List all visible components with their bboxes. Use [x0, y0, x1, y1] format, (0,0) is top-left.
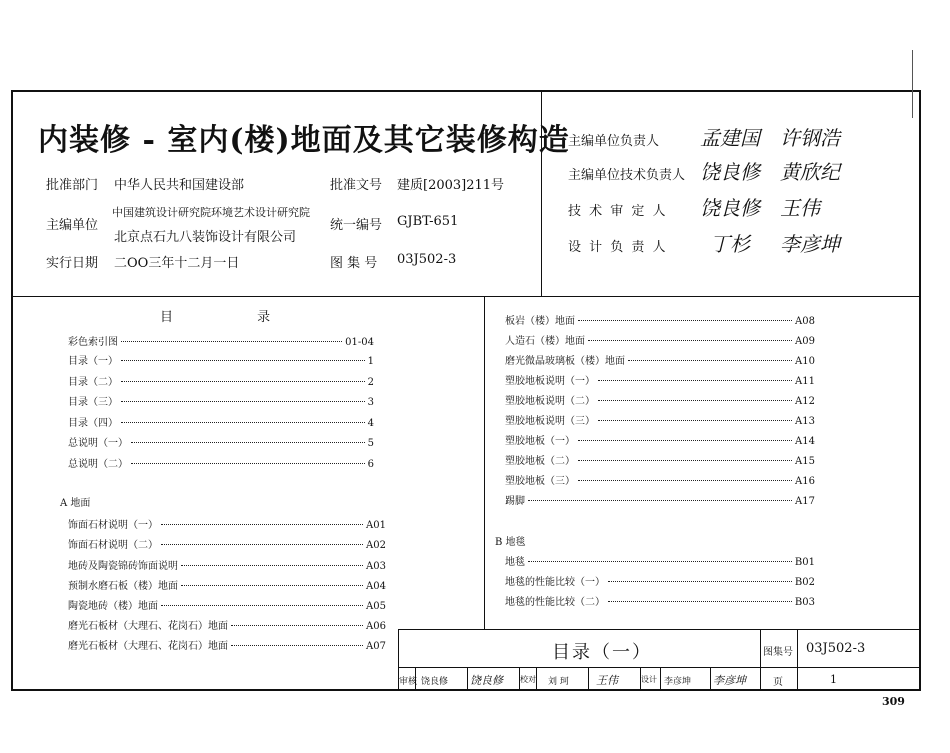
leader-dots — [578, 480, 792, 481]
leader-dots — [161, 544, 363, 545]
toc-item-label: 塑胶地板说明（一） — [505, 376, 595, 387]
toc-item — [68, 333, 374, 347]
responsible-role: 设 计 负 责 人 — [568, 240, 668, 255]
signature: 饶良修 — [700, 196, 760, 220]
toc-item — [505, 312, 815, 326]
title-block-divider — [760, 629, 761, 691]
toc-item — [505, 553, 815, 567]
toc-item-label: 塑胶地板说明（三） — [505, 416, 595, 427]
checker-name: 刘 珂 — [548, 677, 569, 687]
leader-dots — [131, 463, 365, 464]
effective-date: 二OO三年十二月一日 — [114, 256, 240, 271]
section-b-heading: B 地毯 — [495, 537, 526, 548]
atlas-no-label: 图 集 号 — [330, 256, 378, 271]
toc-item-page: B01 — [794, 557, 815, 568]
title-block-divider — [467, 667, 468, 691]
main-title: 内装修 - 室内(楼)地面及其它装修构造 — [38, 123, 570, 158]
toc-item — [505, 573, 815, 587]
toc-item-page: A03 — [366, 561, 386, 572]
toc-item — [505, 412, 815, 426]
toc-item — [68, 617, 386, 631]
toc-item — [505, 332, 815, 346]
toc-item-page: A17 — [795, 496, 815, 507]
toc-item-label: 地毯的性能比较（一） — [505, 577, 605, 588]
toc-item — [505, 352, 815, 366]
toc-item-label: 目录（二） — [68, 377, 118, 388]
leader-dots — [121, 401, 365, 402]
approval-doc-label: 批准文号 — [330, 178, 383, 193]
toc-item — [505, 472, 815, 486]
header-divider — [11, 296, 921, 297]
toc-item-page: A07 — [366, 641, 386, 652]
leader-dots — [121, 422, 365, 423]
toc-item — [68, 373, 374, 387]
toc-item-page: A10 — [795, 356, 815, 367]
designer-signature: 李彦坤 — [713, 674, 746, 687]
toc-item-label: 地砖及陶瓷锦砖饰面说明 — [68, 561, 178, 572]
toc-item-page: B02 — [794, 577, 815, 588]
toc-item-page: A13 — [795, 416, 815, 427]
leader-dots — [598, 420, 792, 421]
responsible-role: 技 术 审 定 人 — [568, 204, 668, 219]
leader-dots — [608, 581, 792, 582]
toc-item-label: 总说明（二） — [68, 459, 128, 470]
title-block-title: 目录（一） — [552, 642, 652, 663]
toc-item-page: 4 — [367, 418, 374, 429]
toc-item-label: 地毯 — [505, 557, 525, 568]
toc-item-page: 5 — [367, 438, 374, 449]
leader-dots — [231, 645, 363, 646]
leader-dots — [608, 601, 792, 602]
editor-unit-line2: 北京点石九八装饰设计有限公司 — [114, 230, 297, 245]
signature: 王伟 — [780, 196, 820, 220]
toc-item-page: A08 — [795, 316, 815, 327]
toc-item-page: 01-04 — [345, 337, 374, 348]
leader-dots — [161, 605, 363, 606]
check-label: 校对 — [520, 675, 536, 684]
approval-dept: 中华人民共和国建设部 — [114, 178, 245, 193]
toc-item-page: A05 — [366, 601, 386, 612]
title-block-atlas-no: 03J502-3 — [806, 641, 866, 656]
toc-item-page: A04 — [366, 581, 386, 592]
design-label: 设计 — [641, 675, 657, 684]
toc-item-label: 磨光石板材（大理石、花岗石）地面 — [68, 621, 228, 632]
sheet-number: 309 — [882, 695, 905, 708]
toc-item — [68, 557, 386, 571]
leader-dots — [628, 360, 792, 361]
toc-item-page: A11 — [795, 376, 815, 387]
leader-dots — [578, 460, 792, 461]
toc-item-page: A02 — [366, 540, 386, 551]
title-block-atlas-label: 图集号 — [763, 647, 793, 658]
toc-item-label: 人造石（楼）地面 — [505, 336, 585, 347]
toc-item — [505, 452, 815, 466]
leader-dots — [231, 625, 363, 626]
signature: 黄欣纪 — [780, 160, 840, 184]
editor-unit-label: 主编单位 — [46, 218, 99, 233]
page-no: 1 — [830, 673, 837, 686]
signature: 孟建国 — [700, 126, 760, 150]
leader-dots — [528, 500, 792, 501]
toc-column-divider — [484, 296, 485, 629]
leader-dots — [598, 380, 792, 381]
signature: 许钢浩 — [780, 126, 840, 150]
leader-dots — [578, 440, 792, 441]
title-block-divider — [797, 629, 798, 691]
toc-item — [68, 637, 386, 651]
toc-item — [68, 516, 386, 530]
toc-item — [505, 372, 815, 386]
toc-item — [68, 597, 386, 611]
leader-dots — [181, 585, 363, 586]
toc-item-page: 1 — [367, 356, 374, 367]
atlas-no: 03J502-3 — [397, 252, 457, 267]
leader-dots — [578, 320, 792, 321]
responsible-role: 主编单位负责人 — [568, 134, 660, 149]
toc-item-page: A14 — [795, 436, 815, 447]
leader-dots — [131, 442, 365, 443]
title-block-divider — [710, 667, 711, 691]
leader-dots — [161, 524, 363, 525]
reviewer-name: 饶良修 — [421, 677, 449, 687]
editor-unit-line1: 中国建筑设计研究院环境艺术设计研究院 — [112, 206, 310, 219]
toc-item-label: 目录（一） — [68, 356, 118, 367]
title-block-divider — [660, 667, 661, 691]
title-block-divider — [536, 667, 537, 691]
leader-dots — [181, 565, 363, 566]
toc-title: 目 录 — [160, 310, 311, 325]
toc-item-label: 预制水磨石板（楼）地面 — [68, 581, 178, 592]
toc-item — [505, 432, 815, 446]
leader-dots — [121, 341, 342, 342]
toc-item-page: A06 — [366, 621, 386, 632]
leader-dots — [121, 360, 365, 361]
unified-no-label: 统一编号 — [330, 218, 383, 233]
toc-item-page: 2 — [367, 377, 374, 388]
toc-item-label: 塑胶地板说明（二） — [505, 396, 595, 407]
toc-item-page: A01 — [366, 520, 386, 531]
section-a-heading: A 地面 — [60, 498, 91, 509]
title-block-divider — [588, 667, 589, 691]
toc-item-label: 踢脚 — [505, 496, 525, 507]
unified-no: GJBT-651 — [397, 214, 459, 229]
signature: 丁杉 — [710, 232, 750, 256]
toc-item — [68, 414, 374, 428]
toc-item-label: 塑胶地板（一） — [505, 436, 575, 447]
toc-item-label: 总说明（一） — [68, 438, 128, 449]
toc-item — [505, 392, 815, 406]
toc-item — [505, 492, 815, 506]
toc-item-label: 塑胶地板（三） — [505, 476, 575, 487]
toc-item — [68, 577, 386, 591]
leader-dots — [598, 400, 792, 401]
signature: 饶良修 — [700, 160, 760, 184]
toc-item-page: B03 — [794, 597, 815, 608]
toc-item-label: 彩色索引图 — [68, 337, 118, 348]
toc-item-label: 饰面石材说明（一） — [68, 520, 158, 531]
approval-dept-label: 批准部门 — [46, 178, 99, 193]
scan-edge-mark — [912, 50, 913, 118]
toc-item-label: 地毯的性能比较（二） — [505, 597, 605, 608]
toc-item-label: 塑胶地板（二） — [505, 456, 575, 467]
designer-name: 李彦坤 — [664, 677, 692, 687]
approval-doc: 建质[2003]211号 — [397, 178, 505, 193]
toc-item-label: 目录（三） — [68, 397, 118, 408]
toc-item — [68, 434, 374, 448]
leader-dots — [528, 561, 792, 562]
toc-item — [68, 393, 374, 407]
toc-item-label: 磨光微晶玻璃板（楼）地面 — [505, 356, 625, 367]
toc-item — [68, 352, 374, 366]
toc-item-label: 陶瓷地砖（楼）地面 — [68, 601, 158, 612]
toc-item — [68, 536, 386, 550]
reviewer-signature: 饶良修 — [470, 674, 503, 687]
toc-item-page: 6 — [367, 459, 374, 470]
leader-dots — [121, 381, 365, 382]
signature: 李彦坤 — [780, 232, 840, 256]
toc-item-label: 板岩（楼）地面 — [505, 316, 575, 327]
toc-item — [505, 593, 815, 607]
toc-item-page: A12 — [795, 396, 815, 407]
toc-item-page: 3 — [367, 397, 374, 408]
responsible-role: 主编单位技术负责人 — [568, 168, 686, 183]
toc-item-page: A16 — [795, 476, 815, 487]
toc-item-label: 磨光石板材（大理石、花岗石）地面 — [68, 641, 228, 652]
toc-item-label: 饰面石材说明（二） — [68, 540, 158, 551]
toc-item-page: A09 — [795, 336, 815, 347]
page-label: 页 — [773, 677, 783, 688]
toc-item-label: 目录（四） — [68, 418, 118, 429]
leader-dots — [588, 340, 792, 341]
toc-item — [68, 455, 374, 469]
effective-date-label: 实行日期 — [46, 256, 99, 271]
toc-item-page: A15 — [795, 456, 815, 467]
review-label: 审核 — [399, 677, 418, 687]
checker-signature: 王伟 — [596, 674, 618, 687]
